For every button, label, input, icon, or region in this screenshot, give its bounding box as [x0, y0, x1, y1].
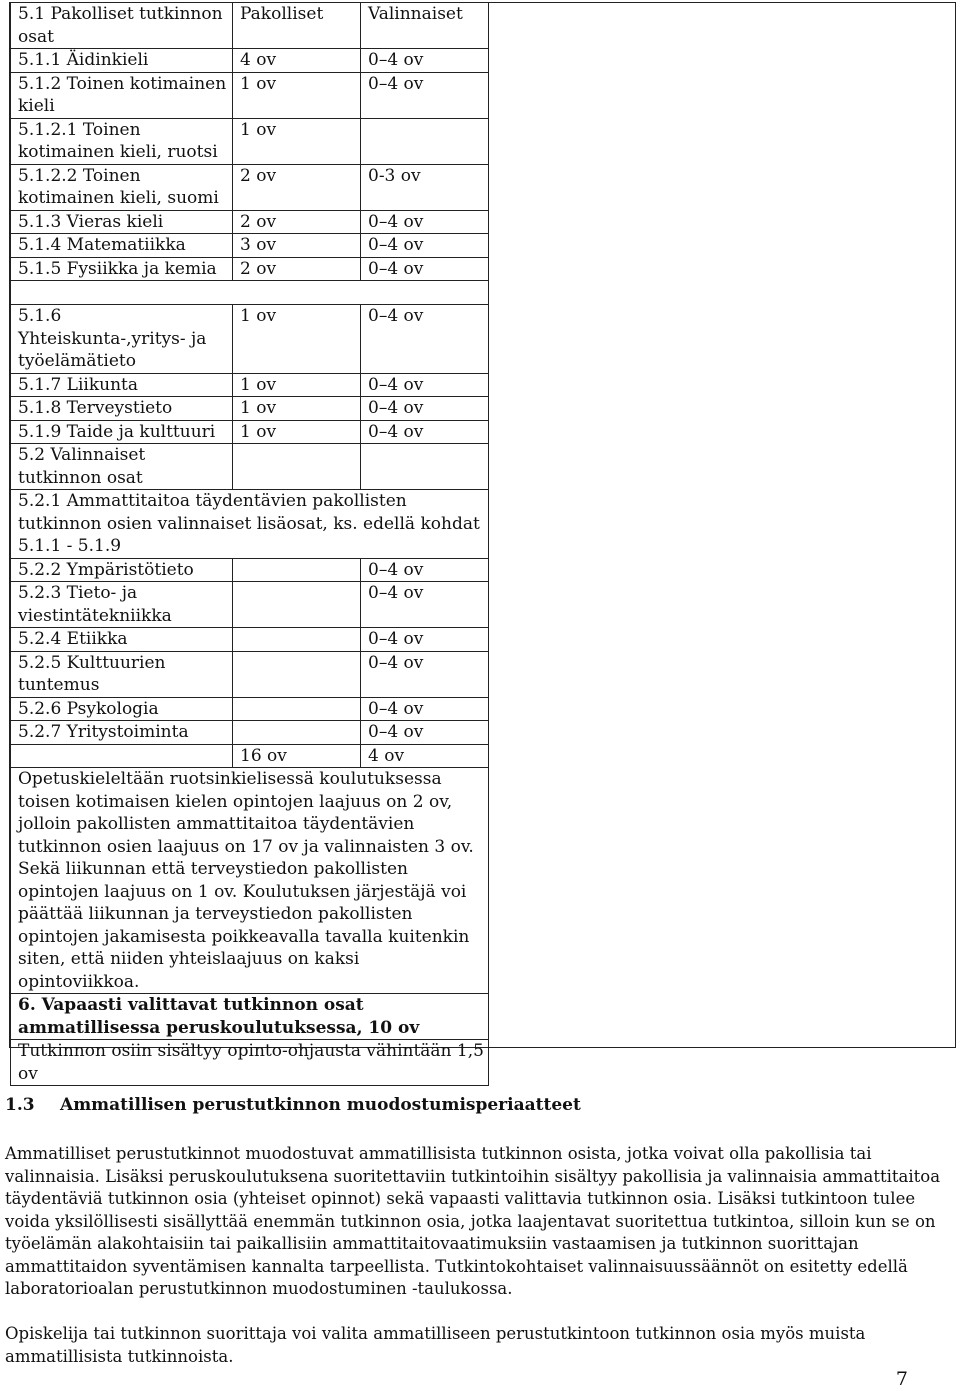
totals-label-cell	[11, 744, 233, 768]
subject-cell: 5.2.3 Tieto- ja viestintätekniikka	[11, 582, 233, 628]
header-cell: Valinnaiset	[361, 3, 489, 49]
table-row	[11, 628, 489, 652]
table-row	[11, 490, 489, 559]
mandatory-cell	[233, 721, 361, 745]
subject-cell: 5.2.4 Etiikka	[11, 628, 233, 652]
optional-cell: 0–4 ov	[361, 582, 489, 628]
subject-cell: 5.2.5 Kulttuurien tuntemus	[11, 651, 233, 697]
table-row	[11, 49, 489, 73]
optional-cell: 0–4 ov	[361, 210, 489, 234]
subject-cell: 5.1.2.2 Toinen kotimainen kieli, suomi	[11, 164, 233, 210]
mandatory-cell	[233, 628, 361, 652]
mandatory-cell	[233, 558, 361, 582]
section-heading	[5, 1095, 581, 1115]
spacer-cell	[11, 281, 489, 305]
subject-cell: 5.1.8 Terveystieto	[11, 397, 233, 421]
subject-cell: 5.1.9 Taide ja kulttuuri	[11, 420, 233, 444]
table-row	[11, 210, 489, 234]
mandatory-cell: 1 ov	[233, 118, 361, 164]
mandatory-cell: 2 ov	[233, 164, 361, 210]
optional-cell: 0–4 ov	[361, 257, 489, 281]
optional-cell: 0–4 ov	[361, 721, 489, 745]
mandatory-cell	[233, 582, 361, 628]
table-row	[11, 72, 489, 118]
table-row	[11, 234, 489, 258]
mandatory-cell	[233, 697, 361, 721]
section6-note-row	[11, 1040, 489, 1086]
table-header-row	[11, 3, 489, 49]
optional-cell: 0–4 ov	[361, 72, 489, 118]
optional-cell	[361, 444, 489, 490]
optional-cell: 0–4 ov	[361, 651, 489, 697]
section6-row	[11, 994, 489, 1040]
table-row	[11, 118, 489, 164]
optional-cell: 0–4 ov	[361, 697, 489, 721]
optional-cell: 0–4 ov	[361, 397, 489, 421]
mandatory-cell: 1 ov	[233, 420, 361, 444]
table-row	[11, 444, 489, 490]
subject-cell: 5.2.2 Ympäristötieto	[11, 558, 233, 582]
table-row	[11, 373, 489, 397]
section6-note-cell: Tutkinnon osiin sisältyy opinto-ohjausta vähintään 1,5 ov	[11, 1040, 489, 1086]
table-row	[11, 651, 489, 697]
subject-cell: 5.1.2.1 Toinen kotimainen kieli, ruotsi	[11, 118, 233, 164]
mandatory-cell: 1 ov	[233, 373, 361, 397]
subject-cell: 5.1.1 Äidinkieli	[11, 49, 233, 73]
spacer-row	[11, 281, 489, 305]
subject-cell: 5.1.6 Yhteiskunta-,yritys- ja työelämätieto	[11, 305, 233, 374]
optional-cell: 0–4 ov	[361, 628, 489, 652]
table-row	[11, 420, 489, 444]
subject-cell: 5.1.4 Matematiikka	[11, 234, 233, 258]
optional-cell: 0–4 ov	[361, 558, 489, 582]
header-cell: Pakolliset	[233, 3, 361, 49]
mandatory-cell: 3 ov	[233, 234, 361, 258]
table-row	[11, 257, 489, 281]
totals-row	[11, 744, 489, 768]
mandatory-cell: 1 ov	[233, 72, 361, 118]
section-number: 1.3	[5, 1095, 35, 1115]
paragraph-2: Opiskelija tai tutkinnon suorittaja voi valita ammatilliseen perustutkintoon tutkinnon osia myös muista ammatillisista tutkinnoista.	[5, 1324, 866, 1366]
mandatory-cell: 2 ov	[233, 210, 361, 234]
table-row	[11, 397, 489, 421]
subject-cell: 5.2 Valinnaiset tutkinnon osat	[11, 444, 233, 490]
mandatory-cell	[233, 444, 361, 490]
totals-optional-cell: 4 ov	[361, 744, 489, 768]
subject-cell: 5.1.5 Fysiikka ja kemia	[11, 257, 233, 281]
mandatory-cell: 2 ov	[233, 257, 361, 281]
optional-cell: 0–4 ov	[361, 420, 489, 444]
wide-cell: 5.2.1 Ammattitaitoa täydentävien pakollisten tutkinnon osien valinnaiset lisäosat, ks. edellä kohdat 5.1.1 - 5.1.9	[11, 490, 489, 559]
mandatory-cell: 1 ov	[233, 397, 361, 421]
optional-cell	[361, 118, 489, 164]
optional-cell: 0-3 ov	[361, 164, 489, 210]
mandatory-cell	[233, 651, 361, 697]
section6-cell: 6. Vapaasti valittavat tutkinnon osat ammatillisessa peruskoulutuksessa, 10 ov	[11, 994, 489, 1040]
subject-cell: 5.2.6 Psykologia	[11, 697, 233, 721]
optional-cell: 0–4 ov	[361, 234, 489, 258]
table-row	[11, 164, 489, 210]
optional-cell: 0–4 ov	[361, 49, 489, 73]
header-cell: 5.1 Pakolliset tutkinnon osat	[11, 3, 233, 49]
optional-cell: 0–4 ov	[361, 373, 489, 397]
curriculum-table	[10, 2, 489, 1086]
table-row	[11, 721, 489, 745]
optional-cell: 0–4 ov	[361, 305, 489, 374]
table-row	[11, 582, 489, 628]
subject-cell: 5.1.3 Vieras kieli	[11, 210, 233, 234]
mandatory-cell: 4 ov	[233, 49, 361, 73]
page-number: 7	[895, 1368, 908, 1390]
subject-cell: 5.2.7 Yritystoiminta	[11, 721, 233, 745]
subject-cell: 5.1.2 Toinen kotimainen kieli	[11, 72, 233, 118]
mandatory-cell: 1 ov	[233, 305, 361, 374]
totals-mandatory-cell: 16 ov	[233, 744, 361, 768]
table-row	[11, 558, 489, 582]
table-row	[11, 697, 489, 721]
note-row	[11, 768, 489, 994]
subject-cell: 5.1.7 Liikunta	[11, 373, 233, 397]
section-title: Ammatillisen perustutkinnon muodostumisperiaatteet	[60, 1095, 581, 1115]
table-row	[11, 305, 489, 374]
note-cell: Opetuskieleltään ruotsinkielisessä koulutuksessa toisen kotimaisen kielen opintojen laajuus on 2 ov, jolloin pakollisten ammattitaitoa täydentävien tutkinnon osien laajuus on 17 ov ja valinnaisten 3 ov. Sekä liikunnan että terveystiedon pakollisten opintojen laajuus on 1 ov. Koulutuksen järjestäjä voi päättää liikunnan ja terveystiedon pakollisten opintojen jakamisesta poikkeavalla tavalla kuitenkin siten, että niiden yhteislaajuus on kaksi opintoviikkoa.	[11, 768, 489, 994]
paragraph-1: Ammatilliset perustutkinnot muodostuvat ammatillisista tutkinnon osista, jotka voivat olla pakollisia tai valinnaisia. Lisäksi peruskoulutuksena suoritettaviin tutkintoihin sisältyy pakollisia ja valinnaisia ammattitaitoa täydentäviä tutkinnon osia (yhteiset opinnot) sekä vapaasti valittavia tutkinnon osia. Lisäksi tutkintoon tulee voida yksilöllisesti sisällyttää enemmän tutkinnon osia, jotka laajentavat suoritettua tutkintoa, silloin kun se on työelämän alakohtaisiin tai paikallisiin ammattitaitovaatimuksiin vastaamisen ja tutkinnon suorittajan ammattitaidon syventämisen kannalta tarpeellista. Tutkintokohtaiset valinnaisuussäännöt on esitetty edellä laboratorioalan perustutkinnon muodostuminen -taulukossa.	[5, 1144, 941, 1298]
